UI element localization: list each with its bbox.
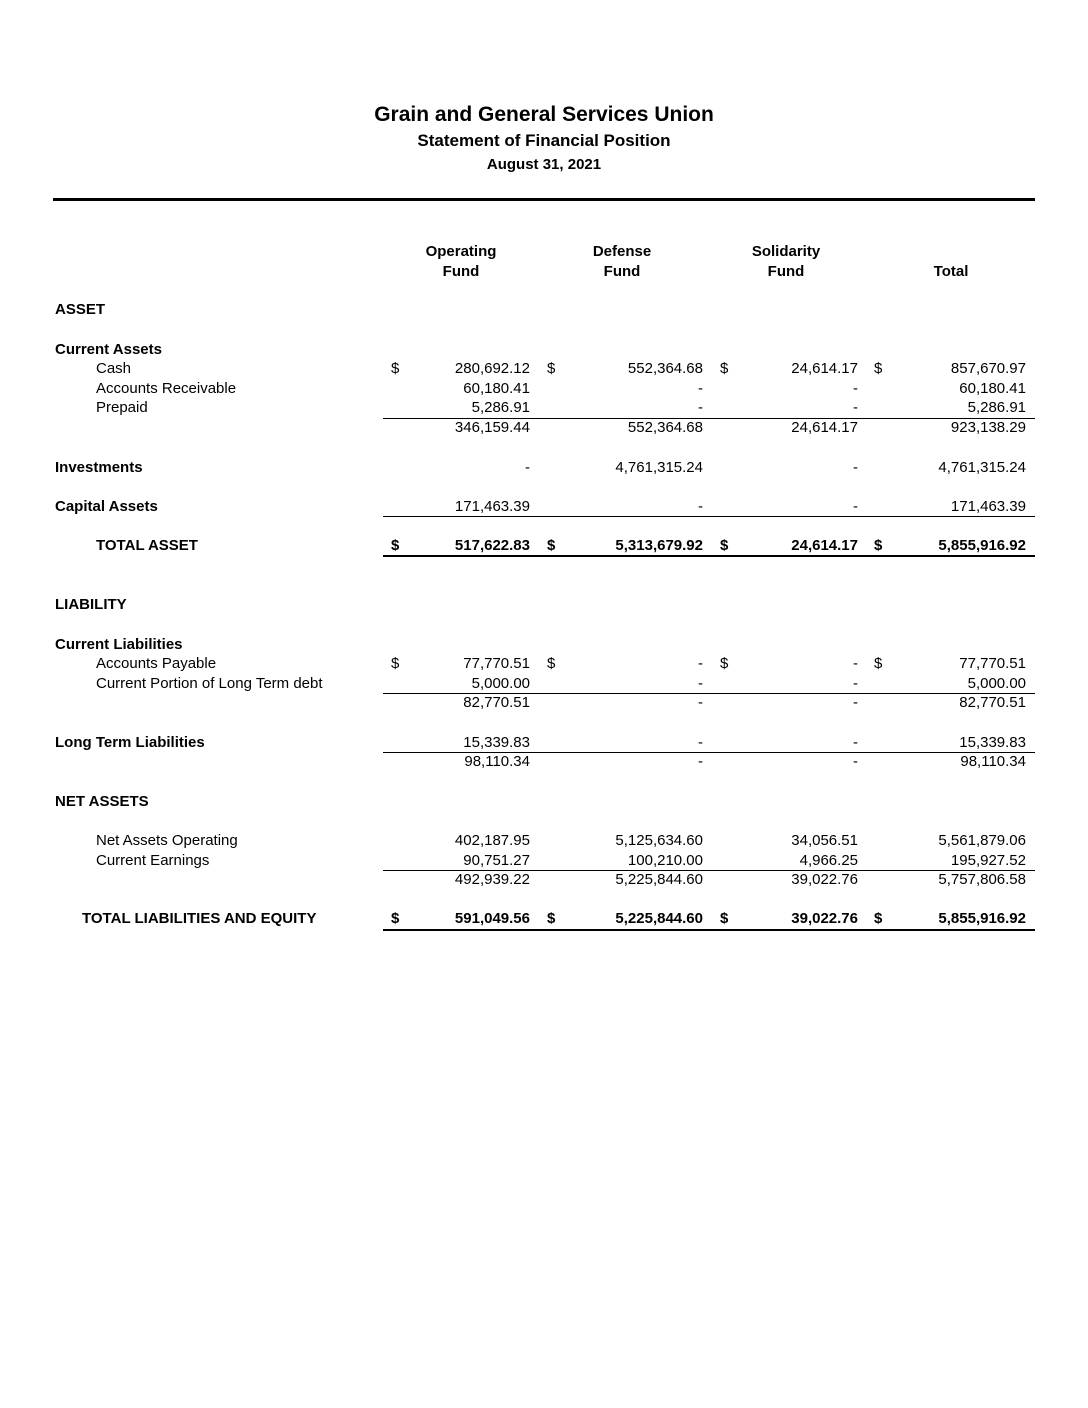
value-accounts-receivable-col3: - [853, 380, 858, 397]
value-current-portion-ltd-col1: 5,000.00 [471, 675, 530, 692]
value-total-asset-col2: 5,313,679.92 [615, 537, 703, 554]
currency-symbol: $ [720, 360, 729, 377]
value-net-assets-operating-col2: 5,125,634.60 [615, 832, 703, 849]
value-investments-col4: 4,761,315.24 [938, 459, 1026, 476]
statement-title: Statement of Financial Position [417, 131, 671, 150]
value-current-portion-ltd-col3: - [853, 675, 858, 692]
row-label-current-portion-ltd: Current Portion of Long Term debt [96, 675, 323, 692]
value-net-assets-operating-col3: 34,056.51 [791, 832, 858, 849]
value-accounts-payable-col3: - [853, 655, 858, 672]
value-long-term-liabilities-col2: - [698, 734, 703, 751]
section-current-liabilities: Current Liabilities [55, 636, 183, 653]
value-current-portion-ltd-col4: 5,000.00 [967, 675, 1026, 692]
value-current-assets-total-col1: 346,159.44 [454, 419, 530, 436]
value-current-liabilities-total-col4: 82,770.51 [959, 694, 1026, 711]
currency-symbol: $ [391, 655, 400, 672]
value-total-liabilities-equity-col1: 591,049.56 [454, 910, 530, 927]
value-prepaid-col3: - [853, 399, 858, 416]
value-total-liabilities-equity-col3: 39,022.76 [791, 910, 858, 927]
value-accounts-receivable-col1: 60,180.41 [463, 380, 530, 397]
section-asset: ASSET [55, 301, 106, 318]
row-label-long-term-liabilities: Long Term Liabilities [55, 734, 205, 751]
row-label-capital-assets: Capital Assets [55, 498, 158, 515]
subtotal-rule [383, 418, 1035, 419]
value-current-assets-total-col2: 552,364.68 [627, 419, 703, 436]
currency-symbol: $ [547, 655, 556, 672]
value-accounts-payable-col1: 77,770.51 [463, 655, 530, 672]
subtotal-rule [383, 752, 1035, 753]
value-accounts-receivable-col4: 60,180.41 [959, 380, 1026, 397]
currency-symbol: $ [874, 360, 883, 377]
value-liabilities-total-col1: 98,110.34 [464, 753, 530, 770]
value-investments-col3: - [853, 459, 858, 476]
value-current-earnings-col3: 4,966.25 [799, 852, 858, 869]
value-current-portion-ltd-col2: - [698, 675, 703, 692]
statement-date: August 31, 2021 [486, 156, 602, 173]
value-capital-assets-col1: 171,463.39 [454, 498, 530, 515]
currency-symbol: $ [391, 537, 400, 554]
subtotal-rule [383, 516, 1035, 517]
value-current-liabilities-total-col1: 82,770.51 [463, 694, 530, 711]
value-long-term-liabilities-col1: 15,339.83 [463, 734, 530, 751]
column-header-total: Total [933, 263, 969, 280]
currency-symbol: $ [720, 537, 729, 554]
value-cash-col2: 552,364.68 [627, 360, 703, 377]
value-liabilities-total-col3: - [853, 753, 858, 770]
value-accounts-payable-col2: - [698, 655, 703, 672]
value-capital-assets-col4: 171,463.39 [950, 498, 1026, 515]
value-capital-assets-col3: - [853, 498, 858, 515]
row-label-accounts-receivable: Accounts Receivable [96, 380, 237, 397]
column-header-solidarity: Solidarity Fund [751, 243, 821, 280]
value-current-earnings-col4: 195,927.52 [950, 852, 1026, 869]
currency-symbol: $ [547, 537, 556, 554]
currency-symbol: $ [720, 655, 729, 672]
value-current-assets-total-col3: 24,614.17 [791, 419, 858, 436]
value-liabilities-total-col2: - [698, 753, 703, 770]
column-header-operating: Operating Fund [425, 243, 497, 280]
value-prepaid-col2: - [698, 399, 703, 416]
value-accounts-payable-col4: 77,770.51 [959, 655, 1026, 672]
currency-symbol: $ [391, 910, 400, 927]
value-current-earnings-col1: 90,751.27 [463, 852, 530, 869]
value-prepaid-col1: 5,286.91 [471, 399, 530, 416]
currency-symbol: $ [720, 910, 729, 927]
header-rule [53, 198, 1035, 201]
value-current-liabilities-total-col2: - [698, 694, 703, 711]
value-net-assets-total-col1: 492,939.22 [454, 871, 530, 888]
row-label-investments: Investments [55, 459, 143, 476]
total-double-rule [383, 929, 1035, 931]
subtotal-rule [383, 870, 1035, 871]
value-long-term-liabilities-col3: - [853, 734, 858, 751]
value-long-term-liabilities-col4: 15,339.83 [959, 734, 1026, 751]
currency-symbol: $ [547, 360, 556, 377]
organization-name: Grain and General Services Union [374, 103, 714, 126]
value-capital-assets-col2: - [698, 498, 703, 515]
currency-symbol: $ [874, 910, 883, 927]
value-cash-col3: 24,614.17 [791, 360, 858, 377]
value-net-assets-total-col2: 5,225,844.60 [615, 871, 703, 888]
row-label-accounts-payable: Accounts Payable [96, 655, 217, 672]
row-label-total-liabilities-equity: TOTAL LIABILITIES AND EQUITY [82, 910, 317, 927]
value-total-liabilities-equity-col4: 5,855,916.92 [938, 910, 1026, 927]
currency-symbol: $ [547, 910, 556, 927]
value-current-liabilities-total-col3: - [853, 694, 858, 711]
row-label-net-assets-operating: Net Assets Operating [96, 832, 238, 849]
row-label-prepaid: Prepaid [96, 399, 148, 416]
value-total-asset-col1: 517,622.83 [454, 537, 530, 554]
value-current-earnings-col2: 100,210.00 [627, 852, 703, 869]
currency-symbol: $ [874, 537, 883, 554]
value-total-asset-col3: 24,614.17 [791, 537, 858, 554]
value-prepaid-col4: 5,286.91 [967, 399, 1026, 416]
value-cash-col1: 280,692.12 [454, 360, 530, 377]
value-investments-col2: 4,761,315.24 [615, 459, 703, 476]
value-net-assets-total-col4: 5,757,806.58 [938, 871, 1026, 888]
currency-symbol: $ [391, 360, 400, 377]
subtotal-rule [383, 693, 1035, 694]
value-total-liabilities-equity-col2: 5,225,844.60 [615, 910, 703, 927]
value-net-assets-total-col3: 39,022.76 [791, 871, 858, 888]
total-double-rule [383, 555, 1035, 557]
value-net-assets-operating-col4: 5,561,879.06 [938, 832, 1026, 849]
value-cash-col4: 857,670.97 [950, 360, 1026, 377]
section-current-assets: Current Assets [55, 341, 162, 358]
value-liabilities-total-col4: 98,110.34 [960, 753, 1026, 770]
value-investments-col1: - [525, 459, 530, 476]
value-total-asset-col4: 5,855,916.92 [938, 537, 1026, 554]
row-label-total-asset: TOTAL ASSET [96, 537, 198, 554]
currency-symbol: $ [874, 655, 883, 672]
section-net-assets: NET ASSETS [55, 793, 149, 810]
section-liability: LIABILITY [55, 596, 127, 613]
row-label-current-earnings: Current Earnings [96, 852, 210, 869]
column-header-defense: Defense Fund [592, 243, 652, 280]
value-accounts-receivable-col2: - [698, 380, 703, 397]
value-current-assets-total-col4: 923,138.29 [950, 419, 1026, 436]
row-label-cash: Cash [96, 360, 132, 377]
value-net-assets-operating-col1: 402,187.95 [454, 832, 530, 849]
